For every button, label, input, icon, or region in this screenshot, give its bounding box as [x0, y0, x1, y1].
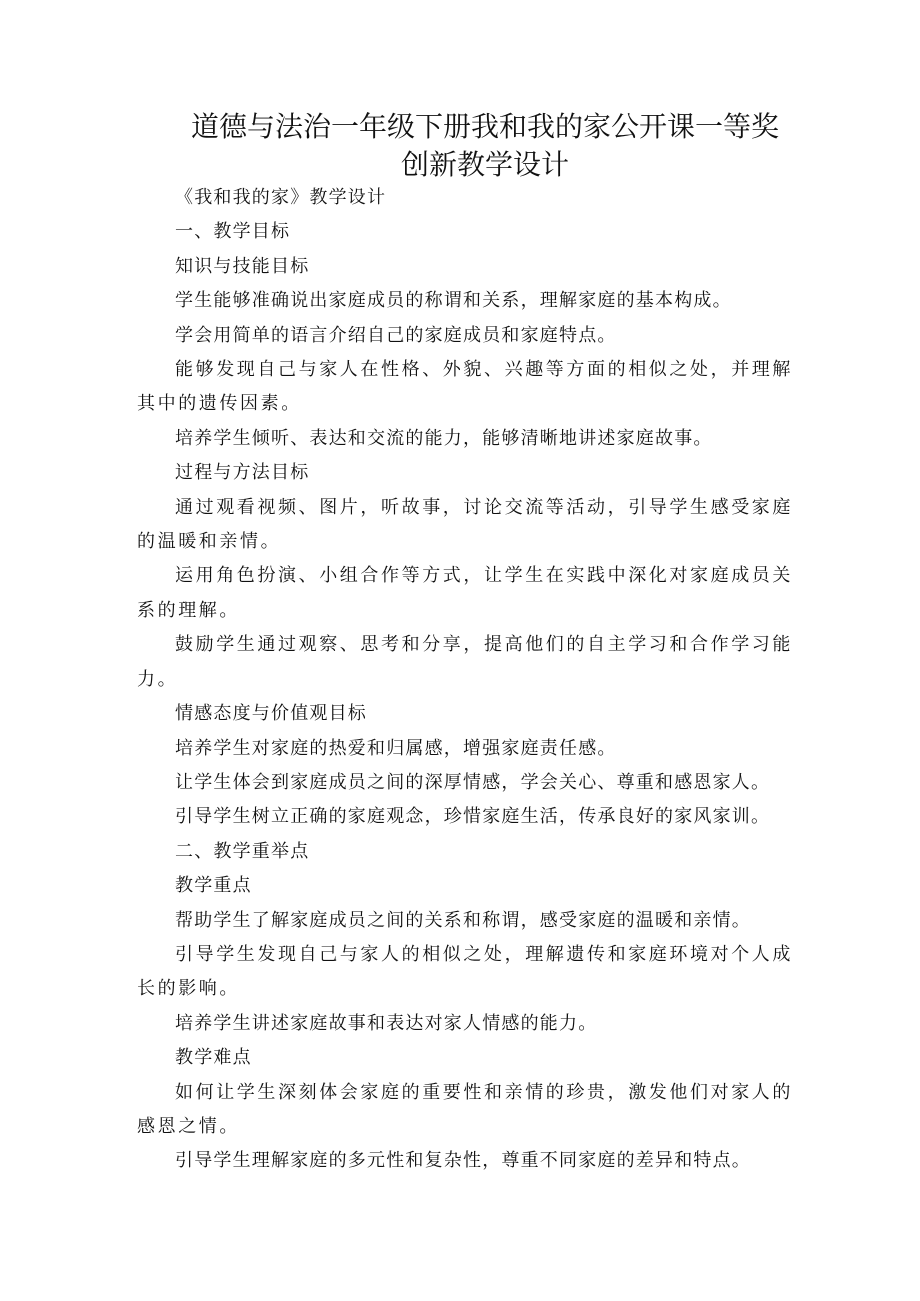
paragraph: 培养学生倾听、表达和交流的能力，能够清晰地讲述家庭故事。 [175, 427, 713, 449]
paragraph: 通过观看视频、图片，听故事，讨论交流等活动，引导学生感受家庭的温暖和亲情。 [137, 496, 793, 553]
lesson-heading: 《我和我的家》教学设计 [175, 187, 387, 208]
paragraph: 学生能够准确说出家庭成员的称谓和关系，理解家庭的基本构成。 [175, 290, 732, 312]
paragraph: 鼓励学生通过观察、思考和分享，提高他们的自主学习和合作学习能力。 [137, 634, 793, 690]
subheading-knowledge-skills: 知识与技能目标 [175, 255, 310, 277]
paragraph: 帮助学生了解家庭成员之间的关系和称谓，感受家庭的温暖和亲情。 [175, 909, 751, 931]
document-title: 道德与法治一年级下册我和我的家公开课一等奖创新教学设计 [190, 110, 779, 181]
subheading-teaching-focus: 教学重点 [175, 875, 252, 897]
subheading-process-methods: 过程与方法目标 [175, 462, 310, 484]
section-heading-objectives: 一、教学目标 [175, 221, 291, 243]
paragraph: 引导学生树立正确的家庭观念，珍惜家庭生活，传承良好的家风家训。 [175, 806, 771, 828]
subheading-teaching-difficulty: 教学难点 [175, 1047, 252, 1069]
paragraph: 运用角色扮演、小组合作等方式，让学生在实践中深化对家庭成员关系的理解。 [137, 565, 793, 621]
paragraph: 学会用简单的语言介绍自己的家庭成员和家庭特点。 [175, 324, 617, 346]
document-body [137, 181, 797, 1179]
section-heading-key-points: 二、教学重举点 [175, 840, 310, 862]
paragraph: 引导学生发现自己与家人的相似之处，理解遗传和家庭环境对个人成长的影响。 [137, 943, 793, 1000]
paragraph: 让学生体会到家庭成员之间的深厚情感，学会关心、尊重和感恩家人。 [175, 771, 771, 793]
paragraph: 如何让学生深刻体会家庭的重要性和亲情的珍贵，激发他们对家人的感恩之情。 [137, 1081, 793, 1137]
paragraph: 培养学生讲述家庭故事和表达对家人情感的能力。 [175, 1012, 598, 1034]
subheading-attitude-values: 情感态度与价值观目标 [175, 703, 367, 725]
paragraph: 能够发现自己与家人在性格、外貌、兴趣等方面的相似之处，并理解其中的遗传因素。 [137, 359, 793, 415]
paragraph: 引导学生理解家庭的多元性和复杂性，尊重不同家庭的差异和特点。 [175, 1150, 751, 1172]
paragraph: 培养学生对家庭的热爱和归属感，增强家庭责任感。 [175, 737, 617, 759]
